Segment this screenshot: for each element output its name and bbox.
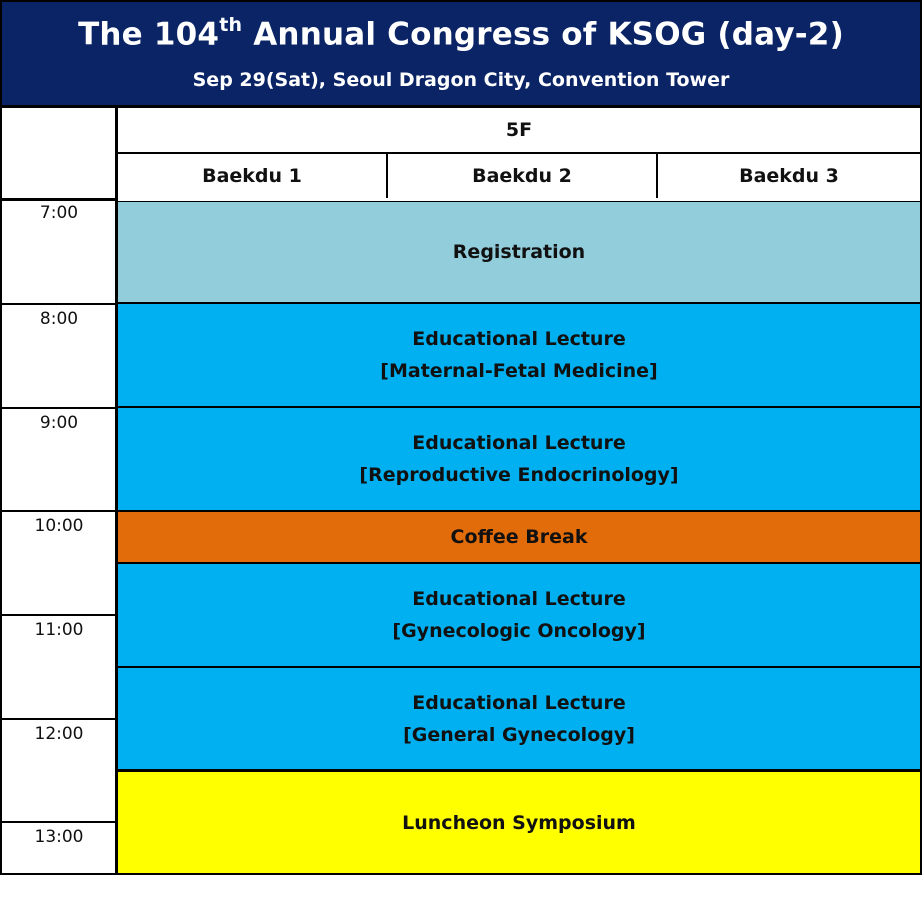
title-prefix: The 104 xyxy=(78,16,220,53)
page-title xyxy=(2,16,920,52)
session-topic: [Maternal-Fetal Medicine] xyxy=(380,360,658,382)
session-title: Coffee Break xyxy=(450,526,588,548)
schedule-header xyxy=(2,2,920,108)
room-header-baekdu-1: Baekdu 1 xyxy=(118,154,388,198)
session-coffee-break xyxy=(118,512,920,564)
session-title: Luncheon Symposium xyxy=(402,811,636,834)
time-label: 7:00 xyxy=(39,203,79,223)
time-label: 9:00 xyxy=(2,407,116,510)
session-topic: [General Gynecology] xyxy=(403,723,635,746)
page-subtitle: Sep 29(Sat), Seoul Dragon City, Convention Tower xyxy=(192,69,730,91)
session-title: Educational Lecture xyxy=(412,328,626,350)
room-header-baekdu-2: Baekdu 2 xyxy=(388,154,658,198)
time-column xyxy=(2,198,118,873)
session-lecture-gyn-oncology xyxy=(118,564,920,668)
session-title: Educational Lecture xyxy=(412,432,626,454)
session-title: Educational Lecture xyxy=(412,691,626,714)
time-label: 10:00 xyxy=(2,510,116,613)
corner-cell xyxy=(2,108,118,198)
session-lecture-maternal-fetal xyxy=(118,304,920,408)
session-lecture-general-gyn xyxy=(118,668,920,771)
session-title: Registration xyxy=(452,241,586,263)
time-label: 8:00 xyxy=(2,303,116,406)
session-registration xyxy=(118,201,920,304)
time-label: 11:00 xyxy=(2,614,116,717)
session-luncheon-symposium xyxy=(118,771,920,873)
time-label: 13:00 xyxy=(2,821,116,924)
title-superscript: th xyxy=(219,14,243,36)
floor-header: 5F xyxy=(118,108,920,154)
session-title: Educational Lecture xyxy=(412,588,626,610)
session-topic: [Reproductive Endocrinology] xyxy=(359,464,679,486)
time-label: 12:00 xyxy=(2,718,116,821)
session-lecture-reproductive xyxy=(118,408,920,512)
title-suffix: Annual Congress of KSOG (day-2) xyxy=(242,16,844,53)
session-topic: [Gynecologic Oncology] xyxy=(392,620,646,642)
room-header-baekdu-3: Baekdu 3 xyxy=(658,154,920,198)
